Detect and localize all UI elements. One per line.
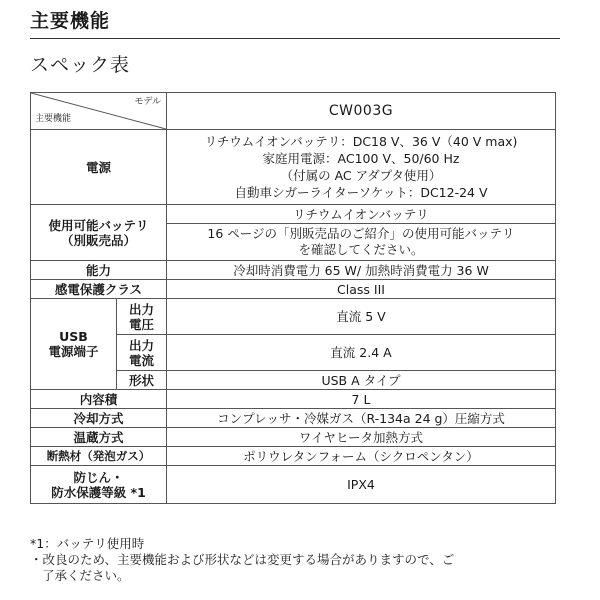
- table-row-battery-1: [31, 205, 556, 224]
- capacity-value: 冷却時消費電力 65 W/ 加熱時消費電力 36 W: [167, 261, 556, 280]
- cooling-label: 冷却方式: [31, 409, 167, 428]
- cooling-value: コンプレッサ・冷媒ガス（R-134a 24 g）圧縮方式: [167, 409, 556, 428]
- volume-value: 7 L: [167, 390, 556, 409]
- table-row-shock-class: [31, 280, 556, 299]
- table-row-capacity: [31, 261, 556, 280]
- usb-current-label-line-1: 出力: [128, 337, 154, 353]
- corner-label-function: 主要機能: [35, 114, 72, 124]
- battery-value-2: [167, 224, 556, 261]
- usb-shape-label: 形状: [117, 371, 167, 390]
- power-line-4: 自動車シガーライターソケット：DC12-24 V: [234, 185, 488, 200]
- usb-shape-value: USB A タイプ: [167, 371, 556, 390]
- ip-rating-label: [31, 466, 167, 504]
- insulation-label: 断熱材（発泡ガス）: [31, 447, 167, 466]
- ip-rating-value: IPX4: [167, 466, 556, 504]
- usb-voltage-label-line-2: 電圧: [128, 316, 154, 332]
- table-row-heating: [31, 428, 556, 447]
- ip-rating-label-line-2: 防水保護等級 *1: [51, 484, 146, 500]
- table-row-ip-rating: [31, 466, 556, 504]
- power-label: 電源: [31, 130, 167, 205]
- battery-value-1: リチウムイオンバッテリ: [167, 205, 556, 224]
- usb-current-value: 直流 2.4 A: [167, 335, 556, 371]
- battery-value-2-line-2: を確認してください。: [298, 242, 424, 257]
- spec-table: [30, 92, 556, 504]
- usb-voltage-label: [117, 299, 167, 335]
- heating-label: 温蔵方式: [31, 428, 167, 447]
- page-heading: 主要機能: [30, 6, 560, 39]
- section-title: スペック表: [30, 54, 131, 76]
- power-line-2: 家庭用電源：AC100 V、50/60 Hz: [262, 151, 460, 166]
- usb-current-label-line-2: 電流: [128, 352, 154, 368]
- battery-value-2-line-1: 16 ページの「別販売品のご紹介」の使用可能バッテリ: [207, 226, 515, 241]
- power-value: [167, 130, 556, 205]
- table-row-usb-voltage: [31, 299, 556, 335]
- usb-current-label: [117, 335, 167, 371]
- heating-value: ワイヤヒータ加熱方式: [167, 428, 556, 447]
- power-line-3: （付属の AC アダプタ使用）: [280, 168, 442, 183]
- model-name: CW003G: [167, 93, 556, 130]
- insulation-value: ポリウレタンフォーム（シクロペンタン）: [167, 447, 556, 466]
- bullet-note-line-1: ・改良のため、主要機能および形状などは変更する場合がありますので、ご: [30, 552, 455, 567]
- battery-label-line-2: （別販売品）: [60, 232, 136, 248]
- usb-label-line-2: 電源端子: [48, 344, 99, 359]
- header-corner-cell: [31, 93, 167, 130]
- shock-class-value: Class III: [167, 280, 556, 299]
- table-header-row: [31, 93, 556, 130]
- table-row-insulation: [31, 447, 556, 466]
- table-row-cooling: [31, 409, 556, 428]
- footnote-1: *1：バッテリ使用時: [30, 536, 145, 551]
- usb-voltage-value: 直流 5 V: [167, 299, 556, 335]
- volume-label: 内容積: [31, 390, 167, 409]
- ip-rating-label-line-1: 防じん・: [73, 469, 124, 485]
- power-line-1: リチウムイオンバッテリ：DC18 V、36 V（40 V max): [204, 134, 518, 149]
- shock-class-label: 感電保護クラス: [31, 280, 167, 299]
- usb-label: [31, 299, 117, 390]
- table-row-volume: [31, 390, 556, 409]
- table-row-power: [31, 130, 556, 205]
- usb-label-line-1: USB: [59, 329, 88, 344]
- battery-label-line-1: 使用可能バッテリ: [48, 217, 149, 233]
- capacity-label: 能力: [31, 261, 167, 280]
- battery-label: [31, 205, 167, 261]
- usb-voltage-label-line-1: 出力: [128, 301, 154, 317]
- notes: [30, 536, 560, 584]
- bullet-note-line-2: 了承ください。: [42, 568, 130, 583]
- corner-label-model: モデル: [134, 97, 161, 107]
